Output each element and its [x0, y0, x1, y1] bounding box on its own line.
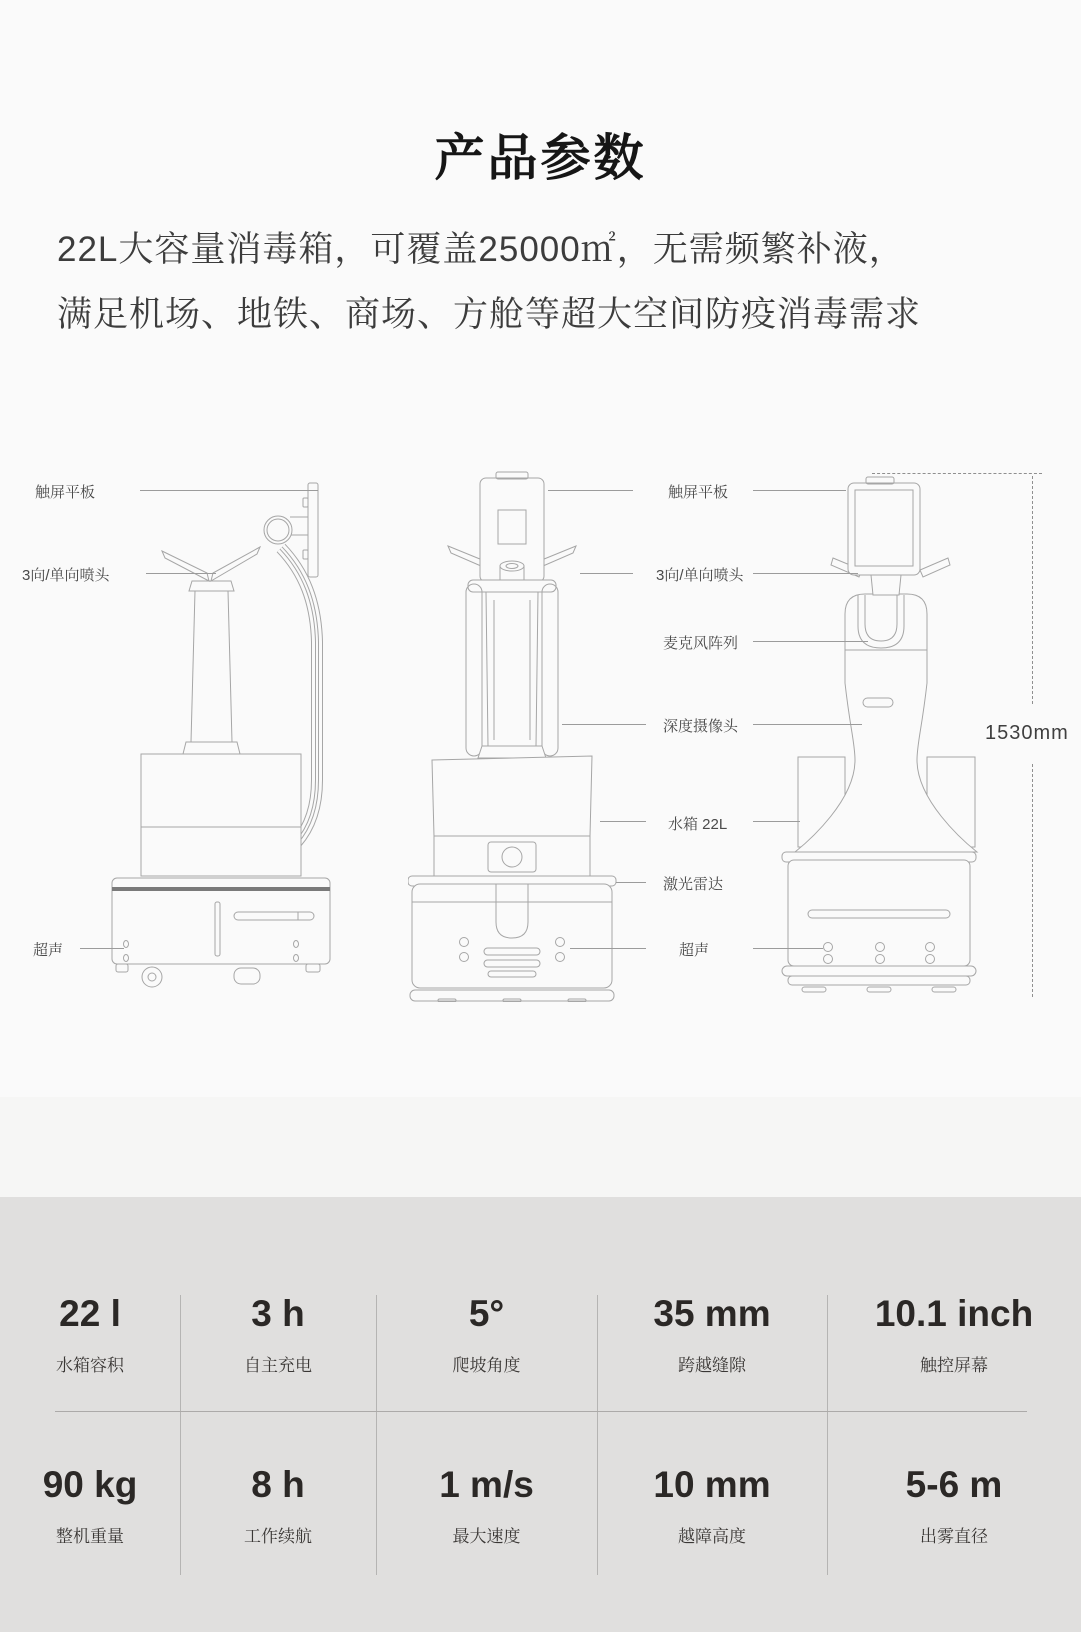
spec-value: 10 mm [653, 1464, 771, 1505]
label-nozzle-left: 3向/单向喷头 [22, 567, 110, 584]
leader-line [580, 573, 633, 574]
leader-line [562, 724, 646, 725]
leader-line [570, 948, 646, 949]
page-title: 产品参数 [434, 130, 647, 186]
leader-line [753, 573, 858, 574]
spec-label: 整机重量 [56, 1527, 124, 1546]
spec-mist-diameter [827, 1464, 1081, 1547]
spec-gap-crossing [597, 1293, 827, 1376]
spec-value: 35 mm [653, 1293, 771, 1334]
spec-row-1 [0, 1293, 1081, 1376]
label-ultrasonic-mid: 超声 [679, 942, 710, 959]
label-ultrasonic-left: 超声 [33, 942, 64, 959]
label-mic-array: 麦克风阵列 [663, 635, 739, 652]
leader-line [548, 490, 633, 491]
spec-label: 水箱容积 [56, 1356, 124, 1375]
spec-value: 5-6 m [905, 1464, 1003, 1505]
spec-value: 5° [468, 1293, 505, 1334]
spec-touch-screen [827, 1293, 1081, 1376]
spec-label: 最大速度 [452, 1527, 521, 1546]
dimension-label: 1530mm [985, 722, 1069, 744]
product-description [57, 217, 1037, 347]
label-tablet-mid: 触屏平板 [668, 484, 729, 501]
spec-label: 跨越缝隙 [678, 1356, 746, 1375]
spec-label: 工作续航 [244, 1527, 312, 1546]
spec-label: 触控屏幕 [920, 1356, 988, 1375]
robot-rear-view-drawing [408, 450, 618, 1002]
dimension-line-vertical-lower [1032, 764, 1033, 997]
spec-endurance [180, 1464, 376, 1547]
spec-climb-angle [376, 1293, 597, 1376]
description-line-1: 22L大容量消毒箱，可覆盖25000㎡，无需频繁补液， [57, 230, 905, 269]
leader-line [753, 490, 846, 491]
leader-line [616, 882, 646, 883]
spec-value: 8 h [251, 1464, 305, 1505]
leader-line [80, 948, 124, 949]
dimension-line-vertical-upper [1032, 476, 1033, 704]
robot-front-view-drawing [762, 448, 997, 1005]
spec-max-speed [376, 1464, 597, 1547]
spec-label: 越障高度 [678, 1527, 746, 1546]
spec-tank-capacity [0, 1293, 180, 1376]
spec-value: 10.1 inch [874, 1293, 1034, 1334]
label-tablet-left: 触屏平板 [35, 484, 96, 501]
label-water-tank: 水箱 22L [668, 816, 728, 833]
label-nozzle-mid: 3向/单向喷头 [656, 567, 744, 584]
leader-line [753, 948, 823, 949]
spec-obstacle-height [597, 1464, 827, 1547]
background-band-specs [0, 1197, 1081, 1632]
leader-line [146, 573, 216, 574]
background-band-mid [0, 1097, 1081, 1197]
description-line-2: 满足机场、地铁、商场、方舱等超大空间防疫消毒需求 [57, 295, 922, 334]
spec-value: 22 l [59, 1293, 121, 1334]
spec-label: 出雾直径 [920, 1527, 988, 1546]
leader-line [140, 490, 318, 491]
spec-label: 自主充电 [244, 1356, 312, 1375]
spec-row-separator [55, 1411, 1027, 1412]
spec-label: 爬坡角度 [452, 1356, 521, 1375]
spec-weight [0, 1464, 180, 1547]
leader-line [753, 821, 800, 822]
leader-line [753, 641, 868, 642]
spec-value: 3 h [251, 1293, 305, 1334]
leader-line [753, 724, 862, 725]
leader-line [600, 821, 646, 822]
robot-side-view-drawing [84, 450, 340, 1002]
spec-row-2 [0, 1464, 1081, 1547]
label-lidar: 激光雷达 [663, 876, 724, 893]
spec-value: 90 kg [42, 1464, 138, 1505]
dimension-line-horizontal [872, 473, 1042, 474]
label-depth-camera: 深度摄像头 [663, 718, 739, 735]
spec-auto-charge [180, 1293, 376, 1376]
spec-value: 1 m/s [439, 1464, 534, 1505]
